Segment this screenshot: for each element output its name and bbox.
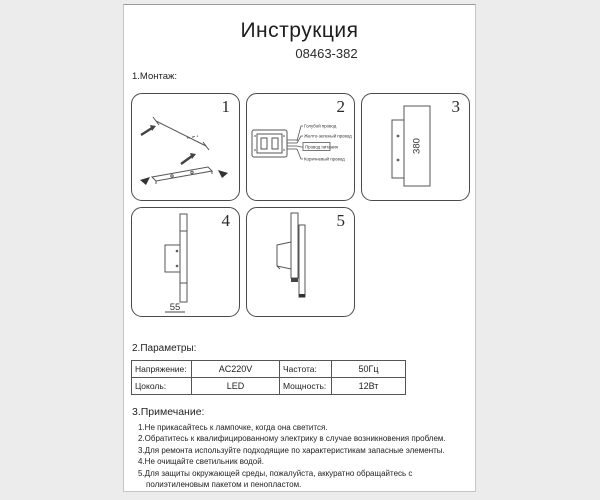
param-value-socket: LED	[192, 378, 280, 395]
param-value-power: 12Вт	[332, 378, 406, 395]
notes-heading: 3.Примечание:	[132, 406, 205, 418]
diagram-5-assembled-view	[246, 207, 355, 317]
note-item: 3.Для ремонта используйте подходящие по характеристикам запасные элементы.	[138, 445, 445, 455]
param-label-voltage: Напряжение:	[132, 361, 192, 378]
notes-list	[138, 422, 474, 490]
model-number: 08463-382	[295, 46, 358, 61]
montage-heading: 1.Монтаж:	[132, 71, 177, 82]
mounting-bracket-drawing	[132, 94, 239, 200]
diagram-1-mounting-bracket	[131, 93, 240, 201]
table-row	[132, 378, 406, 395]
wire-label-yellow-green: Желто-зеленый провод	[304, 133, 352, 139]
diagram-2-wiring	[246, 93, 355, 201]
diagram-number: 5	[336, 211, 345, 230]
wire-label-power: Провод питания	[305, 144, 338, 150]
diagram-number: 2	[336, 97, 345, 116]
instruction-sheet	[123, 4, 476, 492]
diagram-4-edge-view	[131, 207, 240, 317]
dimension-380: 380	[411, 138, 423, 154]
diagram-3-side-view	[361, 93, 470, 201]
param-label-power: Мощность:	[280, 378, 332, 395]
diagram-number: 4	[221, 211, 230, 230]
wire-label-brown: Коричневый провод	[304, 156, 345, 162]
diagram-number: 3	[451, 97, 460, 116]
params-heading: 2.Параметры:	[132, 343, 197, 354]
param-label-socket: Цоколь:	[132, 378, 192, 395]
dimension-55: 55	[169, 302, 181, 313]
param-value-voltage: AC220V	[192, 361, 280, 378]
side-view-drawing	[362, 94, 469, 200]
param-value-frequency: 50Гц	[332, 361, 406, 378]
wiring-drawing	[247, 94, 354, 200]
param-label-frequency: Частота:	[280, 361, 332, 378]
note-item: 1.Не прикасайтесь к лампочке, когда она светится.	[138, 423, 328, 432]
note-item: 2.Обратитесь к квалифицированному электрику в случае возникновения проблем.	[138, 434, 446, 444]
note-item: 4.Не очищайте светильник водой.	[138, 457, 264, 467]
diagram-number: 1	[221, 97, 230, 116]
params-table	[131, 360, 406, 395]
edge-view-drawing	[132, 208, 239, 316]
wire-label-blue: Голубой провод	[304, 123, 337, 129]
assembled-view-drawing	[247, 208, 354, 316]
note-item: 5.Для защиты окружающей среды, пожалуйста, аккуратно обращайтесь с полиэтиленовым пакетом и пенопластом.	[138, 468, 413, 490]
page-title: Инструкция	[240, 19, 359, 42]
table-row	[132, 361, 406, 378]
